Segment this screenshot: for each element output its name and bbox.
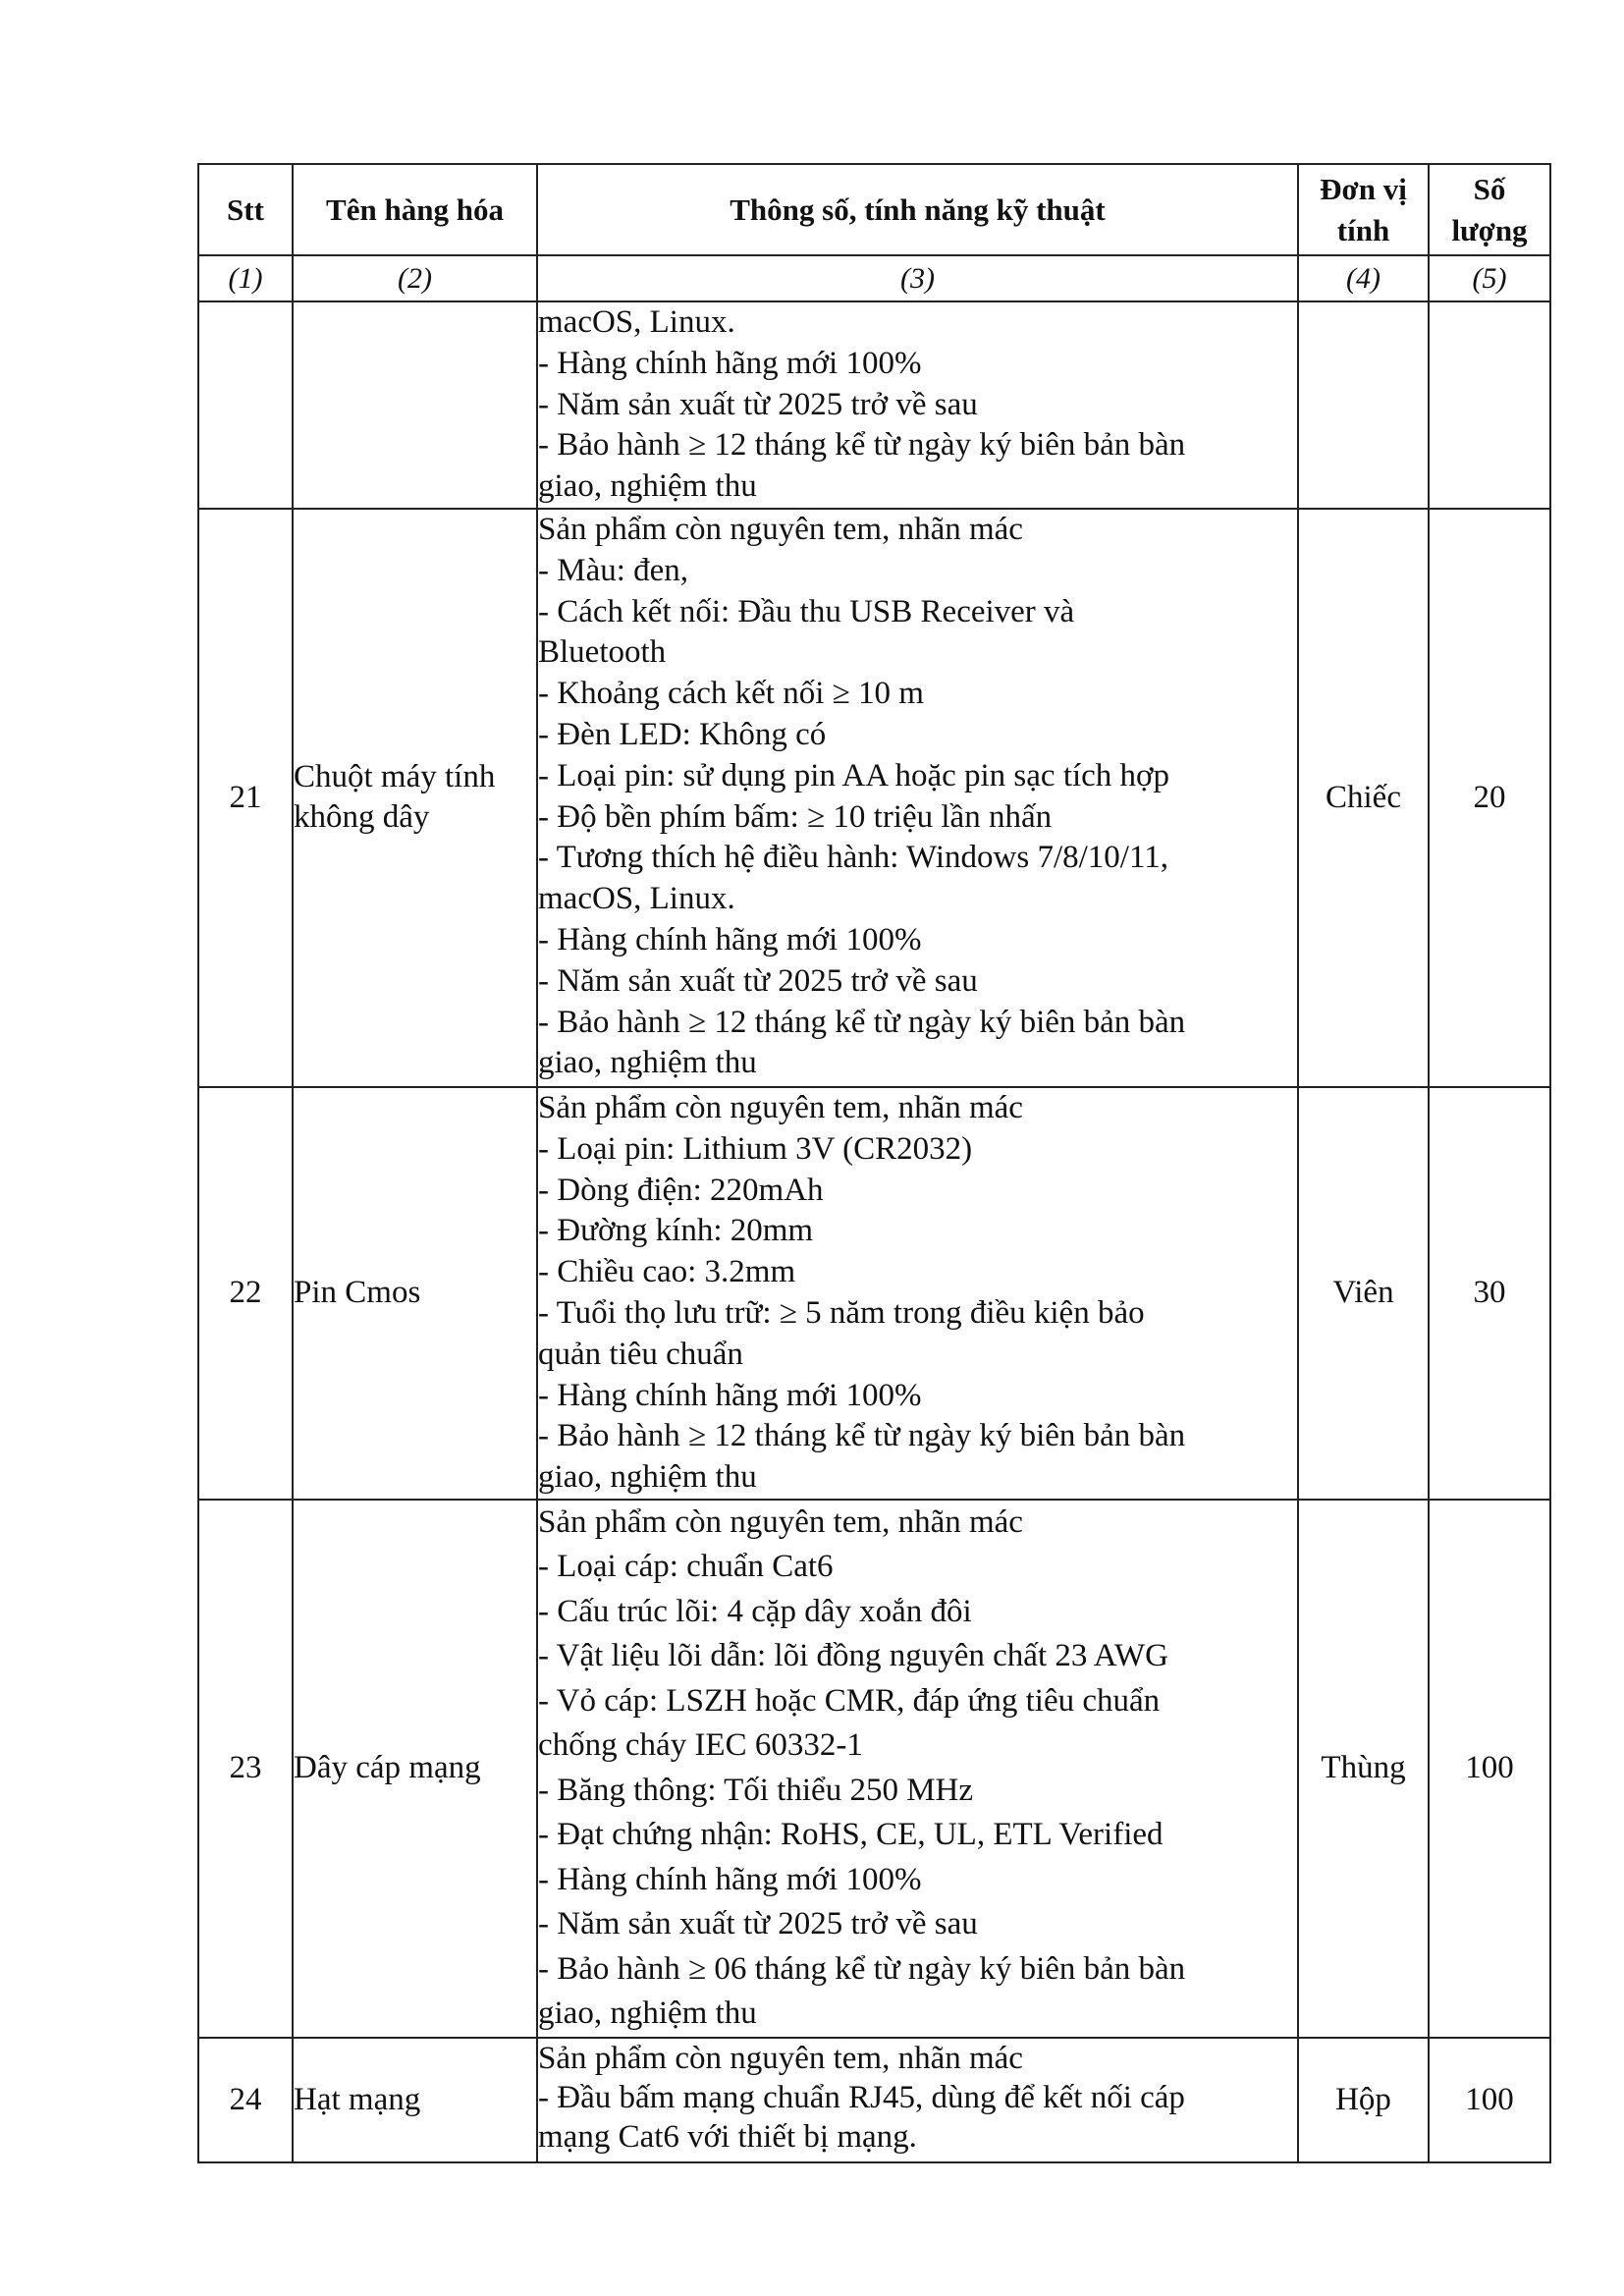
spec-line: - Hàng chính hãng mới 100% (538, 1377, 922, 1413)
spec-line: - Hàng chính hãng mới 100% (538, 1861, 922, 1897)
spec-line: - Đường kính: 20mm (538, 1213, 814, 1249)
spec-line: Sản phẩm còn nguyên tem, nhãn mác (538, 1503, 1023, 1540)
table-row-23 (198, 1500, 1550, 2038)
spec-line: - Đèn LED: Không có (538, 716, 827, 752)
spec-line: - Bảo hành ≥ 12 tháng kể từ ngày ký biên bản bàn (538, 427, 1186, 464)
table-row-22 (198, 1087, 1550, 1500)
stt-cell: 21 (198, 509, 293, 1087)
spec-line: - Năm sản xuất từ 2025 trở về sau (538, 962, 978, 999)
spec-line: - Cách kết nối: Đầu thu USB Receiver và (538, 593, 1075, 629)
qty-cell: 100 (1429, 2038, 1550, 2162)
header-row (198, 164, 1550, 255)
unit-cell (1298, 301, 1429, 509)
qty-cell (1429, 301, 1550, 509)
header-unit (1298, 164, 1429, 255)
spec-line: - Vật liệu lõi dẫn: lõi đồng nguyên chất 23 AWG (538, 1638, 1168, 1674)
column-number: (2) (293, 255, 537, 301)
spec-line: macOS, Linux. (538, 881, 735, 917)
name-cell: Hạt mạng (293, 2038, 537, 2162)
header-qty (1429, 164, 1550, 255)
column-number-row (198, 255, 1550, 301)
spec-line: giao, nghiệm thu (538, 1459, 757, 1496)
spec-line: - Màu: đen, (538, 552, 689, 588)
stt-cell: 22 (198, 1087, 293, 1500)
unit-cell: Hộp (1298, 2038, 1429, 2162)
stt-cell (198, 301, 293, 509)
spec-table (197, 163, 1551, 2163)
name-cell (293, 301, 537, 509)
spec-line: - Hàng chính hãng mới 100% (538, 345, 922, 381)
spec-line: - Đầu bấm mạng chuẩn RJ45, dùng để kết nối cáp (538, 2079, 1185, 2115)
spec-line: - Năm sản xuất từ 2025 trở về sau (538, 1906, 978, 1942)
header-name: Tên hàng hóa (293, 164, 537, 255)
spec-line: - Năm sản xuất từ 2025 trở về sau (538, 386, 978, 422)
column-number: (4) (1298, 255, 1429, 301)
spec-line: - Băng thông: Tối thiểu 250 MHz (538, 1772, 974, 1808)
header-spec: Thông số, tính năng kỹ thuật (537, 164, 1298, 255)
spec-line: macOS, Linux. (538, 304, 735, 340)
qty-cell: 30 (1429, 1087, 1550, 1500)
header-qty-line: Số (1473, 171, 1506, 206)
table-row-continuation (198, 301, 1550, 509)
spec-line: Bluetooth (538, 634, 667, 671)
stt-cell: 24 (198, 2038, 293, 2162)
header-unit-line: tính (1336, 212, 1390, 247)
qty-cell: 20 (1429, 509, 1550, 1087)
spec-line: - Dòng điện: 220mAh (538, 1172, 824, 1208)
header-qty-line: lượng (1451, 212, 1528, 247)
spec-cell (537, 1087, 1298, 1500)
spec-line: Sản phẩm còn nguyên tem, nhãn mác (538, 2040, 1023, 2076)
spec-line: Sản phẩm còn nguyên tem, nhãn mác (538, 511, 1023, 547)
unit-cell: Viên (1298, 1087, 1429, 1500)
column-number: (3) (537, 255, 1298, 301)
name-cell: Chuột máy tính không dây (293, 509, 537, 1087)
spec-line: - Chiều cao: 3.2mm (538, 1254, 796, 1290)
spec-line: - Tương thích hệ điều hành: Windows 7/8/10/11, (538, 840, 1169, 876)
spec-line: - Loại cáp: chuẩn Cat6 (538, 1549, 834, 1585)
spec-line: Sản phẩm còn nguyên tem, nhãn mác (538, 1089, 1023, 1125)
qty-cell: 100 (1429, 1500, 1550, 2038)
header-unit-line: Đơn vị (1320, 171, 1407, 206)
spec-line: giao, nghiệm thu (538, 468, 757, 505)
name-cell: Pin Cmos (293, 1087, 537, 1500)
spec-line: - Bảo hành ≥ 12 tháng kể từ ngày ký biên bản bàn (538, 1418, 1186, 1454)
spec-line: - Loại pin: sử dụng pin AA hoặc pin sạc tích hợp (538, 757, 1170, 793)
spec-line: chống cháy IEC 60332-1 (538, 1727, 863, 1764)
table-row-21 (198, 509, 1550, 1087)
column-number: (1) (198, 255, 293, 301)
spec-line: - Độ bền phím bấm: ≥ 10 triệu lần nhấn (538, 798, 1053, 835)
table-row-24 (198, 2038, 1550, 2162)
unit-cell: Thùng (1298, 1500, 1429, 2038)
spec-line: - Cấu trúc lõi: 4 cặp dây xoắn đôi (538, 1593, 972, 1629)
header-stt: Stt (198, 164, 293, 255)
stt-cell: 23 (198, 1500, 293, 2038)
spec-line: - Loại pin: Lithium 3V (CR2032) (538, 1130, 973, 1167)
spec-line: - Bảo hành ≥ 06 tháng kể từ ngày ký biên bản bàn (538, 1950, 1186, 1987)
spec-cell (537, 301, 1298, 509)
spec-line: - Bảo hành ≥ 12 tháng kể từ ngày ký biên bản bàn (538, 1004, 1186, 1040)
spec-line: mạng Cat6 với thiết bị mạng. (538, 2118, 917, 2155)
spec-line: - Đạt chứng nhận: RoHS, CE, UL, ETL Verified (538, 1817, 1164, 1853)
spec-line: - Hàng chính hãng mới 100% (538, 921, 922, 957)
name-cell: Dây cáp mạng (293, 1500, 537, 2038)
spec-line: - Vỏ cáp: LSZH hoặc CMR, đáp ứng tiêu chuẩn (538, 1682, 1161, 1719)
spec-line: - Khoảng cách kết nối ≥ 10 m (538, 676, 924, 712)
spec-line: quản tiêu chuẩn (538, 1336, 743, 1372)
unit-cell: Chiếc (1298, 509, 1429, 1087)
spec-line: - Tuổi thọ lưu trữ: ≥ 5 năm trong điều kiện bảo (538, 1294, 1145, 1331)
spec-cell (537, 509, 1298, 1087)
spec-line: giao, nghiệm thu (538, 1995, 757, 2032)
spec-cell (537, 2038, 1298, 2162)
spec-cell (537, 1500, 1298, 2038)
spec-line: giao, nghiệm thu (538, 1045, 757, 1081)
column-number: (5) (1429, 255, 1550, 301)
